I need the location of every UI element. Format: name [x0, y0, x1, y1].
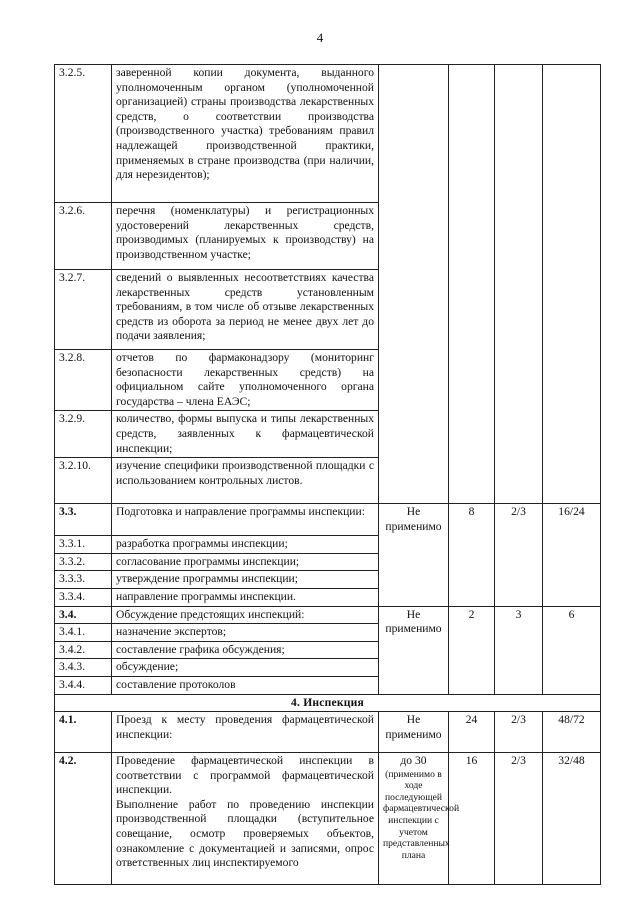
row-number: 3.3.: [55, 504, 112, 536]
row-number: 3.3.4.: [55, 588, 112, 606]
section-heading-row: [55, 694, 601, 712]
row-text: обсуждение;: [112, 659, 379, 677]
row-text: сведений о выявленных несоответствиях качества лекарственных средств установленным требованиям, в том числе об отзыве лекарственных средств из оборота за период не менее двух лет до подачи заявления;: [112, 270, 379, 350]
value-cell: 24: [449, 712, 495, 753]
row-number: 4.2.: [55, 753, 112, 885]
value-cell: [543, 65, 601, 504]
row-text: количество, формы выпуска и типы лекарственных средств, заявленных к фармацевтической инспекции;: [112, 411, 379, 458]
row-number: 3.2.5.: [55, 65, 112, 203]
row-number: 3.2.9.: [55, 411, 112, 458]
row-number: 3.3.1.: [55, 536, 112, 554]
value-cell: 32/48: [543, 753, 601, 885]
table-row: [55, 65, 601, 203]
value-cell: 16: [449, 753, 495, 885]
value-cell: 3: [495, 606, 543, 694]
applicability-note: (применимо в ходе последующей фармацевтической инспекции с учетом представленных плана: [383, 768, 460, 861]
value-cell: 8: [449, 504, 495, 606]
row-text-paragraph: Проведение фармацевтической инспекции в соответствии с программой фармацевтической инспекции.: [116, 754, 374, 797]
row-text: перечня (номенклатуры) и регистрационных удостоверений лекарственных средств, производимых (планируемых к производству) на производственном участке;: [112, 203, 379, 270]
row-number: 3.2.8.: [55, 350, 112, 411]
row-text: Подготовка и направление программы инспекции:: [112, 504, 379, 536]
inspection-schedule-table: [54, 64, 601, 885]
row-text: изучение специфики производственной площадки с использованием контрольных листов.: [112, 458, 379, 504]
value-cell: 48/72: [543, 712, 601, 753]
row-number: 3.3.2.: [55, 553, 112, 571]
row-number: 3.2.10.: [55, 458, 112, 504]
row-number: 4.1.: [55, 712, 112, 753]
row-text: утверждение программы инспекции;: [112, 571, 379, 589]
row-number: 3.4.4.: [55, 676, 112, 694]
applicability-cell: Не применимо: [379, 504, 449, 606]
row-text: Проезд к месту проведения фармацевтической инспекции:: [112, 712, 379, 753]
value-cell: [449, 65, 495, 504]
row-text: согласование программы инспекции;: [112, 553, 379, 571]
row-number: 3.2.7.: [55, 270, 112, 350]
table-row: [55, 606, 601, 624]
value-cell: 2: [449, 606, 495, 694]
row-number: 3.4.: [55, 606, 112, 624]
row-number: 3.4.1.: [55, 624, 112, 642]
section-heading: 4. Инспекция: [55, 694, 601, 712]
row-text: назначение экспертов;: [112, 624, 379, 642]
value-cell: 6: [543, 606, 601, 694]
table-row: [55, 753, 601, 885]
row-text: составление графика обсуждения;: [112, 641, 379, 659]
row-text: отчетов по фармаконадзору (мониторинг безопасности лекарственных средств) на официальном сайте уполномоченного органа государства – члена ЕАЭС;: [112, 350, 379, 411]
row-number: 3.2.6.: [55, 203, 112, 270]
table-row: [55, 712, 601, 753]
row-number: 3.3.3.: [55, 571, 112, 589]
value-cell: 16/24: [543, 504, 601, 606]
value-cell: 2/3: [495, 504, 543, 606]
row-text: заверенной копии документа, выданного уполномоченным органом (уполномоченной организацией) страны производства лекарственных средств, о соответствии производства (производственного участка) требованиям правил надлежащей производственной практики, применяемых в стране производства (при наличии, для нерезидентов);: [112, 65, 379, 203]
value-cell: [495, 65, 543, 504]
row-text: направление программы инспекции.: [112, 588, 379, 606]
applicability-cell: Не применимо: [379, 606, 449, 694]
row-text: составление протоколов: [112, 676, 379, 694]
row-text: разработка программы инспекции;: [112, 536, 379, 554]
applicability-main: до 30: [400, 754, 427, 768]
applicability-cell: [379, 65, 449, 504]
row-number: 3.4.3.: [55, 659, 112, 677]
row-text: [112, 753, 379, 885]
value-cell: 2/3: [495, 712, 543, 753]
row-text-paragraph: Выполнение работ по проведению инспекции производственной площадки (вступительное совещание, осмотр проверяемых объектов, ознакомление с документацией и записями, опрос ответственных лиц инспектируемого: [116, 797, 374, 870]
row-number: 3.4.2.: [55, 641, 112, 659]
page-number: 4: [316, 30, 324, 45]
table-row: [55, 504, 601, 536]
applicability-cell: [379, 753, 460, 885]
row-text: Обсуждение предстоящих инспекций:: [112, 606, 379, 624]
value-cell: 2/3: [495, 753, 543, 885]
applicability-cell: Не применимо: [379, 712, 449, 753]
